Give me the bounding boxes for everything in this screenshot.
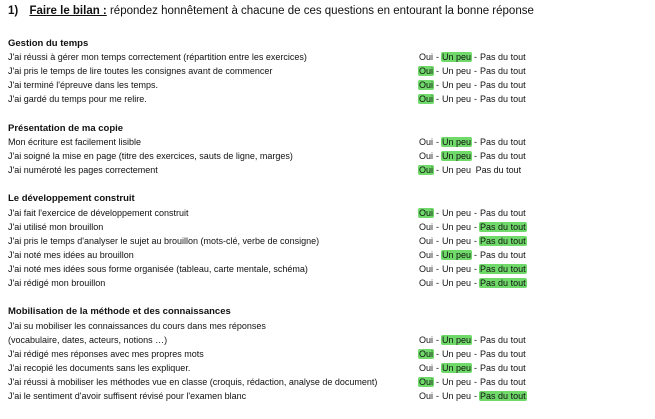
option-un-peu[interactable]: Un peu (442, 391, 472, 401)
answer-options (418, 278, 527, 288)
question-row (8, 377, 648, 391)
question-text: J'ai gardé du temps pour me relire. (8, 94, 147, 104)
option-separator: - (474, 278, 478, 288)
question-row (8, 66, 648, 80)
option-oui[interactable]: Oui (419, 335, 434, 345)
worksheet-title (8, 5, 534, 17)
answer-options (418, 80, 527, 90)
option-oui[interactable]: Oui (419, 66, 434, 76)
option-oui[interactable]: Oui (419, 278, 434, 288)
option-un-peu[interactable]: Un peu (442, 151, 472, 161)
question-text: J'ai utilisé mon brouillon (8, 222, 104, 232)
option-separator: - (474, 80, 478, 90)
question-text: J'ai rédigé mes réponses avec mes propres mots (8, 349, 204, 359)
question-text: J'ai soigné la mise en page (titre des exercices, sauts de ligne, marges) (8, 151, 293, 161)
option-separator: - (436, 391, 440, 401)
question-row (8, 94, 648, 108)
option-separator: - (474, 363, 478, 373)
answer-options (418, 94, 527, 104)
option-separator: - (436, 335, 440, 345)
option-oui[interactable]: Oui (419, 52, 434, 62)
option-separator: - (474, 264, 478, 274)
question-row (8, 321, 648, 335)
option-pas-du-tout[interactable]: Pas du tout (480, 363, 526, 373)
question-text: J'ai pris le temps de lire toutes les consignes avant de commencer (8, 66, 273, 76)
option-separator: - (474, 222, 478, 232)
option-separator: - (436, 278, 440, 288)
question-row (8, 349, 648, 363)
question-text: J'ai recopié les documents sans les expliquer. (8, 363, 191, 373)
option-separator: - (474, 52, 478, 62)
option-separator: - (474, 151, 478, 161)
option-un-peu[interactable]: Un peu (442, 377, 472, 387)
option-pas-du-tout[interactable]: Pas du tout (480, 236, 526, 246)
option-oui[interactable]: Oui (419, 80, 434, 90)
question-row (8, 80, 648, 94)
option-un-peu[interactable]: Un peu (442, 52, 472, 62)
option-pas-du-tout[interactable]: Pas du tout (480, 137, 526, 147)
answer-options (418, 377, 527, 387)
option-separator: - (436, 80, 440, 90)
option-pas-du-tout[interactable]: Pas du tout (480, 208, 526, 218)
option-pas-du-tout[interactable]: Pas du tout (480, 349, 526, 359)
option-separator: - (436, 52, 440, 62)
answer-options (418, 236, 527, 246)
option-pas-du-tout[interactable]: Pas du tout (480, 335, 526, 345)
question-row (8, 335, 648, 349)
question-row (8, 52, 648, 66)
question-text: J'ai réussi à gérer mon temps correctement (répartition entre les exercices) (8, 52, 307, 62)
answer-options (418, 349, 527, 359)
option-un-peu[interactable]: Un peu (442, 165, 472, 175)
option-separator: - (474, 137, 478, 147)
option-oui[interactable]: Oui (419, 391, 434, 401)
option-separator: - (436, 165, 440, 175)
answer-options (418, 165, 522, 175)
option-separator: - (474, 335, 478, 345)
option-un-peu[interactable]: Un peu (442, 250, 472, 260)
question-text: J'ai fait l'exercice de développement construit (8, 208, 189, 218)
answer-options (418, 335, 527, 345)
question-row (8, 250, 648, 264)
answer-options (418, 264, 527, 274)
question-row (8, 363, 648, 377)
option-pas-du-tout[interactable]: Pas du tout (475, 165, 522, 175)
option-separator: - (436, 363, 440, 373)
option-separator: - (436, 236, 440, 246)
option-un-peu[interactable]: Un peu (442, 137, 472, 147)
question-row (8, 264, 648, 278)
question-row (8, 391, 648, 405)
question-row (8, 236, 648, 250)
answer-options (418, 208, 527, 218)
question-text: J'ai réussi à mobiliser les méthodes vue en classe (croquis, rédaction, analyse de document) (8, 377, 378, 387)
option-un-peu[interactable]: Un peu (442, 278, 472, 288)
option-un-peu[interactable]: Un peu (442, 80, 472, 90)
option-separator: - (436, 151, 440, 161)
option-oui[interactable]: Oui (419, 264, 434, 274)
option-separator: - (436, 222, 440, 232)
option-oui[interactable]: Oui (419, 363, 434, 373)
section-title: Le développement construit (8, 193, 135, 204)
option-separator: - (436, 250, 440, 260)
question-row (8, 151, 648, 165)
option-pas-du-tout[interactable]: Pas du tout (480, 94, 526, 104)
option-separator: - (436, 377, 440, 387)
answer-options (418, 151, 527, 161)
option-oui[interactable]: Oui (419, 208, 434, 218)
answer-options (418, 137, 527, 147)
option-oui[interactable]: Oui (419, 165, 434, 175)
option-pas-du-tout[interactable]: Pas du tout (480, 250, 526, 260)
option-separator: - (436, 137, 440, 147)
option-oui[interactable]: Oui (419, 151, 434, 161)
option-separator: - (436, 349, 440, 359)
answer-options (418, 66, 527, 76)
option-un-peu[interactable]: Un peu (442, 222, 472, 232)
option-un-peu[interactable]: Un peu (442, 363, 472, 373)
question-row (8, 165, 648, 179)
section-title: Gestion du temps (8, 38, 89, 49)
question-row (8, 208, 648, 222)
answer-options (418, 52, 527, 62)
option-separator: - (474, 66, 478, 76)
option-oui[interactable]: Oui (419, 377, 434, 387)
section-title: Mobilisation de la méthode et des connaissances (8, 306, 231, 317)
option-pas-du-tout[interactable]: Pas du tout (480, 52, 526, 62)
option-un-peu[interactable]: Un peu (442, 349, 472, 359)
option-separator: - (436, 264, 440, 274)
question-text: J'ai le sentiment d'avoir suffisent révisé pour l'examen blanc (8, 391, 247, 401)
question-text: (vocabulaire, dates, acteurs, notions …) (8, 335, 168, 345)
option-pas-du-tout[interactable]: Pas du tout (480, 377, 526, 387)
question-number: 1) (8, 5, 19, 17)
question-text: J'ai terminé l'épreuve dans les temps. (8, 80, 159, 90)
option-separator: - (474, 236, 478, 246)
option-pas-du-tout[interactable]: Pas du tout (480, 80, 526, 90)
answer-options (418, 222, 527, 232)
question-row (8, 278, 648, 292)
option-oui[interactable]: Oui (419, 222, 434, 232)
option-oui[interactable]: Oui (419, 250, 434, 260)
title-underlined: Faire le bilan : (29, 5, 107, 17)
option-pas-du-tout[interactable]: Pas du tout (480, 278, 526, 288)
question-text: J'ai numéroté les pages correctement (8, 165, 158, 175)
question-text: J'ai rédigé mon brouillon (8, 278, 106, 288)
option-separator: - (474, 377, 478, 387)
title-instruction: répondez honnêtement à chacune de ces questions en entourant la bonne réponse (109, 5, 534, 17)
question-text: Mon écriture est facilement lisible (8, 137, 142, 147)
question-text: J'ai noté mes idées sous forme organisée (tableau, carte mentale, schéma) (8, 264, 308, 274)
option-un-peu[interactable]: Un peu (442, 208, 472, 218)
question-row (8, 222, 648, 236)
section-title: Présentation de ma copie (8, 123, 124, 134)
option-pas-du-tout[interactable]: Pas du tout (480, 391, 526, 401)
option-un-peu[interactable]: Un peu (442, 236, 472, 246)
option-pas-du-tout[interactable]: Pas du tout (480, 66, 526, 76)
option-oui[interactable]: Oui (419, 94, 434, 104)
answer-options (418, 363, 527, 373)
question-text: J'ai noté mes idées au brouillon (8, 250, 134, 260)
option-separator: - (436, 94, 440, 104)
option-un-peu[interactable]: Un peu (442, 335, 472, 345)
option-oui[interactable]: Oui (419, 349, 434, 359)
question-text: J'ai pris le temps d'analyser le sujet au brouillon (mots-clé, verbe de consigne) (8, 236, 320, 246)
option-un-peu[interactable]: Un peu (442, 264, 472, 274)
option-separator: - (474, 250, 478, 260)
question-row (8, 137, 648, 151)
option-separator: - (474, 208, 478, 218)
option-separator: - (474, 349, 478, 359)
option-pas-du-tout[interactable]: Pas du tout (480, 222, 526, 232)
option-separator: - (436, 208, 440, 218)
option-oui[interactable]: Oui (419, 236, 434, 246)
answer-options (418, 391, 527, 401)
option-pas-du-tout[interactable]: Pas du tout (480, 151, 526, 161)
option-un-peu[interactable]: Un peu (442, 94, 472, 104)
option-pas-du-tout[interactable]: Pas du tout (480, 264, 526, 274)
question-text: J'ai su mobiliser les connaissances du cours dans mes réponses (8, 321, 266, 331)
option-separator: - (436, 66, 440, 76)
option-un-peu[interactable]: Un peu (442, 66, 472, 76)
answer-options (418, 250, 527, 260)
option-oui[interactable]: Oui (419, 137, 434, 147)
option-separator: - (474, 94, 478, 104)
option-separator: - (474, 391, 478, 401)
